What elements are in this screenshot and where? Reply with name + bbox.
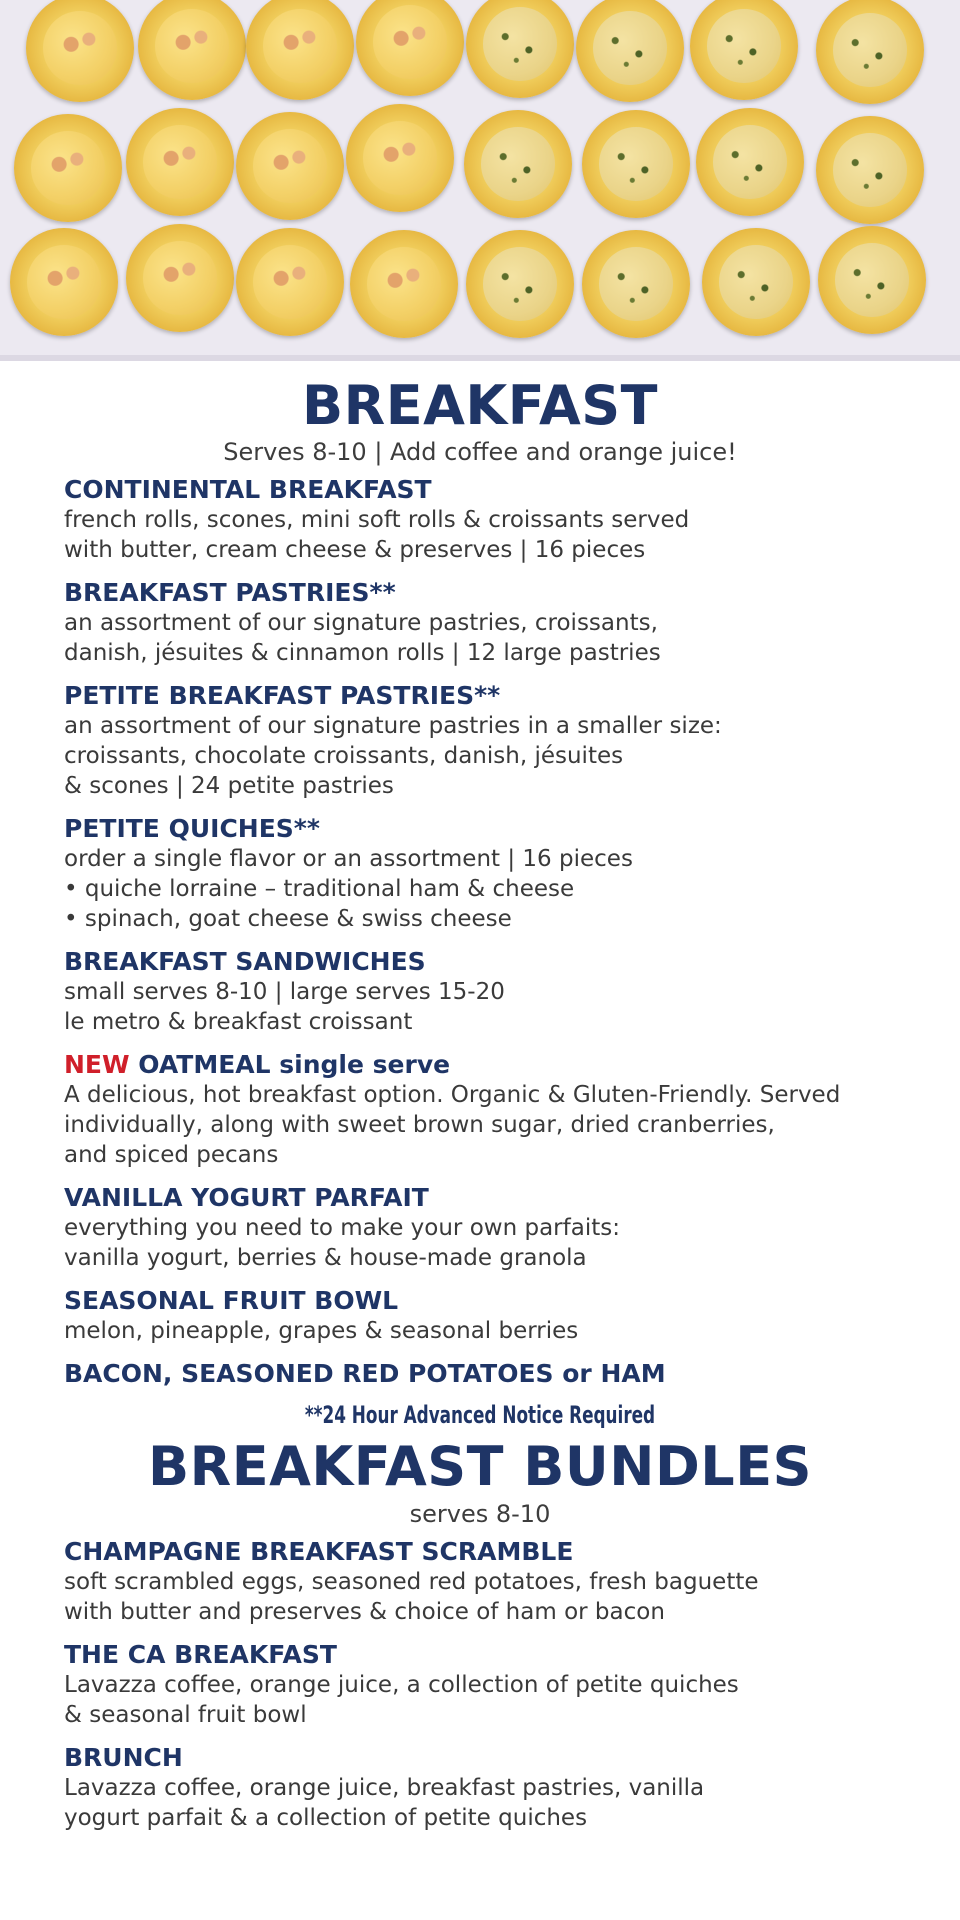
quiche-image: [236, 112, 344, 220]
quiche-image: [582, 110, 690, 218]
menu-item-name: BREAKFAST SANDWICHES: [64, 947, 426, 976]
bundle-item-name: CHAMPAGNE BREAKFAST SCRAMBLE: [64, 1537, 574, 1566]
quiche-image: [126, 224, 234, 332]
quiche-image: [818, 226, 926, 334]
quiche-image: [126, 108, 234, 216]
menu-item-pastries: [64, 578, 896, 668]
menu-item-name-text: OATMEAL single serve: [138, 1050, 451, 1079]
quiche-image: [350, 230, 458, 338]
menu-item-continental: [64, 475, 896, 565]
menu-item-description: an assortment of our signature pastries in a smaller size: croissants, chocolate croissants, danish, jésuites & scones | 24 petite pastries: [64, 713, 722, 799]
new-badge: NEW: [64, 1050, 130, 1079]
bundle-item-brunch: [64, 1743, 896, 1833]
header-photo: [0, 0, 960, 361]
quiche-image: [464, 110, 572, 218]
quiche-image: [582, 230, 690, 338]
menu-item-name: VANILLA YOGURT PARFAIT: [64, 1183, 429, 1212]
bundles-subtitle: serves 8-10: [409, 1500, 551, 1528]
bundles-title: BREAKFAST BUNDLES: [148, 1435, 812, 1498]
bundle-item-description: Lavazza coffee, orange juice, breakfast pastries, vanilla yogurt parfait & a collection of petite quiches: [64, 1775, 705, 1831]
quiche-image: [10, 228, 118, 336]
quiche-image: [466, 230, 574, 338]
menu-item-petite-pastries: [64, 681, 896, 801]
menu-item-description: french rolls, scones, mini soft rolls & croissants served with butter, cream cheese & preserves | 16 pieces: [64, 507, 690, 563]
quiche-image: [236, 228, 344, 336]
menu-item-name: PETITE BREAKFAST PASTRIES**: [64, 681, 501, 710]
menu-item-name: CONTINENTAL BREAKFAST: [64, 475, 432, 504]
breakfast-title: BREAKFAST: [302, 374, 658, 437]
menu-item-fruit-bowl: [64, 1286, 896, 1346]
menu-item-parfait: [64, 1183, 896, 1273]
bundle-item-description: soft scrambled eggs, seasoned red potatoes, fresh baguette with butter and preserves & choice of ham or bacon: [64, 1569, 759, 1625]
menu-item-sides: [64, 1359, 896, 1389]
bundle-item-name: THE CA BREAKFAST: [64, 1640, 337, 1669]
breakfast-subtitle: Serves 8-10 | Add coffee and orange juice!: [223, 438, 737, 466]
menu-item-description: A delicious, hot breakfast option. Organic & Gluten-Friendly. Served individually, along with sweet brown sugar, dried cranberries, and spiced pecans: [64, 1082, 841, 1168]
menu-item-description: melon, pineapple, grapes & seasonal berries: [64, 1318, 579, 1344]
quiche-image: [696, 108, 804, 216]
menu-item-description: an assortment of our signature pastries, croissants, danish, jésuites & cinnamon rolls | 12 large pastries: [64, 610, 661, 666]
advance-notice: **24 Hour Advanced Notice Required: [304, 1401, 656, 1429]
quiche-image: [816, 0, 924, 104]
menu-item-petite-quiches: [64, 814, 896, 934]
quiche-image: [346, 104, 454, 212]
bundle-item-champagne-scramble: [64, 1537, 896, 1627]
menu-item-sandwiches: [64, 947, 896, 1037]
quiche-image: [816, 116, 924, 224]
menu-item-name: SEASONAL FRUIT BOWL: [64, 1286, 399, 1315]
menu-content: [0, 375, 960, 1833]
menu-item-description: small serves 8-10 | large serves 15-20 le metro & breakfast croissant: [64, 979, 505, 1035]
menu-item-name: BREAKFAST PASTRIES**: [64, 578, 396, 607]
menu-item-name: PETITE QUICHES**: [64, 814, 320, 843]
quiche-image: [702, 228, 810, 336]
menu-item-oatmeal: [64, 1050, 896, 1170]
menu-item-name: BACON, SEASONED RED POTATOES or HAM: [64, 1359, 666, 1388]
quiche-image: [14, 114, 122, 222]
bundle-item-name: BRUNCH: [64, 1743, 183, 1772]
bundle-item-description: Lavazza coffee, orange juice, a collection of petite quiches & seasonal fruit bowl: [64, 1672, 739, 1728]
menu-item-description: everything you need to make your own parfaits: vanilla yogurt, berries & house-made granola: [64, 1215, 620, 1271]
menu-item-description: order a single flavor or an assortment | 16 pieces • quiche lorraine – traditional ham & cheese • spinach, goat cheese & swiss cheese: [64, 846, 633, 932]
menu-item-name: [64, 1050, 896, 1080]
bundle-item-ca-breakfast: [64, 1640, 896, 1730]
